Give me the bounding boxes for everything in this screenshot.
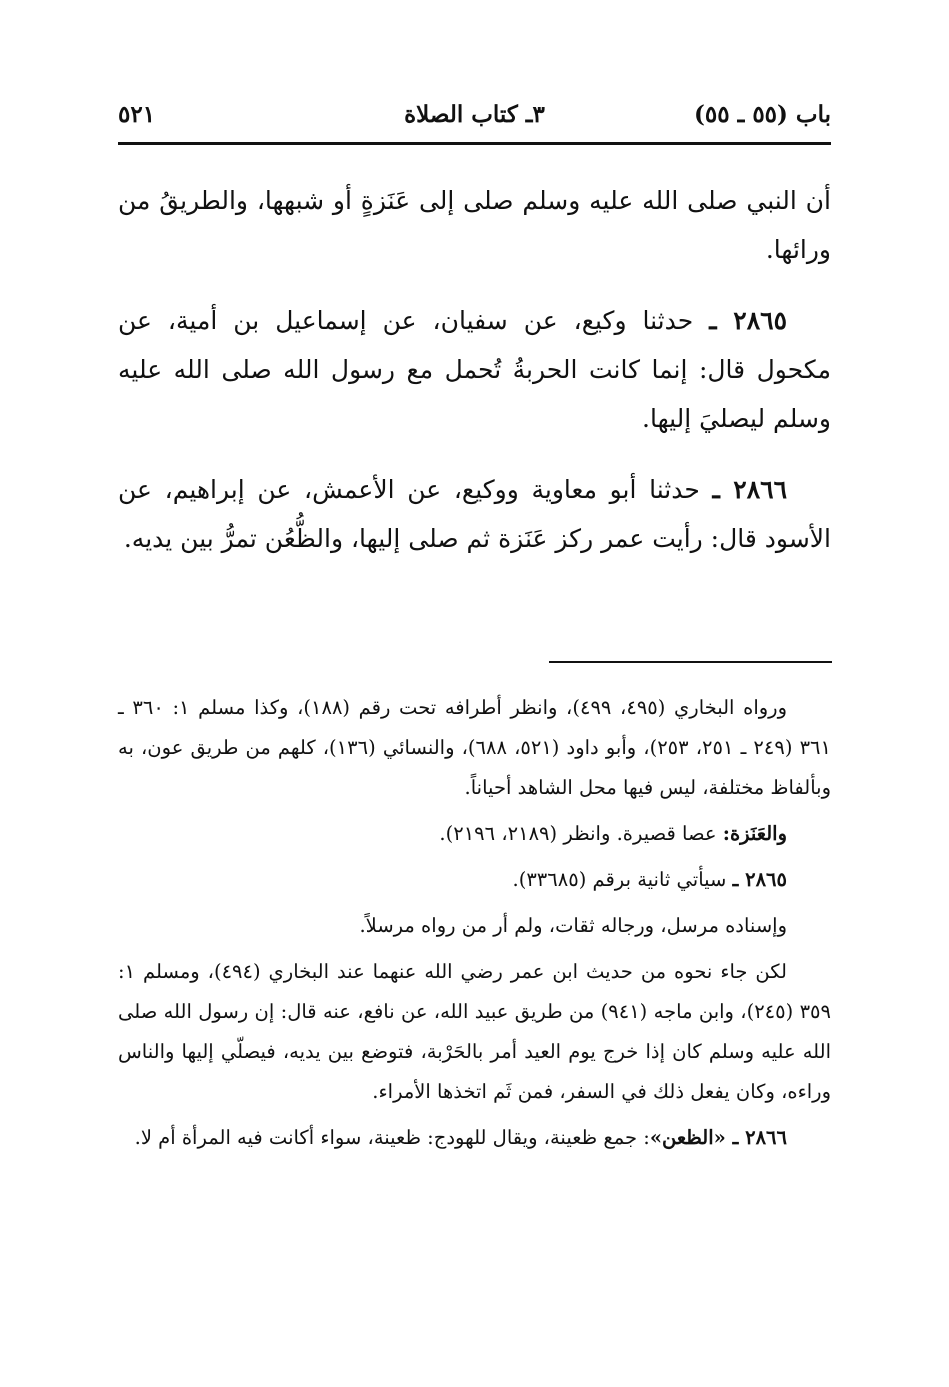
footnote-separator — [549, 661, 832, 663]
footnote — [118, 952, 831, 1112]
hadith-text: حدثنا أبو معاوية ووكيع، عن الأعمش، عن إبراهيم، عن الأسود قال: رأيت عمر ركز عَنَزة ثم صلى إليها، والظُّعُن تمرُّ بين يديه. — [118, 475, 831, 553]
hadith-number: ٢٨٦٥ ـ — [709, 306, 787, 335]
hadith-text: حدثنا وكيع، عن سفيان، عن إسماعيل بن أمية، عن مكحول قال: إنما كانت الحربةُ تُحمل مع رسول الله صلى الله عليه وسلم ليصليَ إليها. — [118, 306, 831, 433]
footnote-text: عصا قصيرة. وانظر (٢١٨٩، ٢١٩٦). — [439, 822, 723, 845]
main-text — [118, 176, 831, 563]
footnote-label: والعَنَزة: — [722, 822, 787, 845]
hadith-text: أن النبي صلى الله عليه وسلم صلى إلى عَنَزةٍ أو شبهها، والطريقُ من ورائها. — [118, 186, 831, 264]
footnote — [118, 906, 831, 946]
footnote-label: ٢٨٦٦ ـ «الظعن» — [649, 1126, 787, 1149]
footnote — [118, 860, 831, 900]
hadith-number: ٢٨٦٦ ـ — [712, 475, 787, 504]
footnote-label: ٢٨٦٥ ـ — [732, 868, 787, 891]
main-paragraph — [118, 296, 831, 443]
footnote-text: : جمع ظعينة، ويقال للهودج: ظعينة، سواء أكانت فيه المرأة أم لا. — [134, 1126, 650, 1149]
footnote — [118, 814, 831, 854]
running-header — [118, 100, 831, 140]
footnote — [118, 1118, 831, 1158]
page-number: ٥٢١ — [118, 101, 156, 128]
header-rule — [118, 142, 831, 145]
book-title: ٣ـ كتاب الصلاة — [404, 101, 545, 128]
main-paragraph — [118, 465, 831, 563]
main-paragraph — [118, 176, 831, 274]
footnote-text: وإسناده مرسل، ورجاله ثقات، ولم أر من رواه مرسلاً. — [359, 914, 787, 937]
footnote — [118, 688, 831, 808]
footnote-text: ورواه البخاري (٤٩٥، ٤٩٩)، وانظر أطرافه تحت رقم (١٨٨)، وكذا مسلم ١: ٣٦٠ ـ ٣٦١ (٢٤٩ ـ ٢٥١، ٢٥٣)، وأبو داود (٥٢١، ٦٨٨)، والنسائي (١٣٦)، كلهم من طريق عون، به وبألفاظ مختلفة، ليس فيها محل الشاهد أحياناً. — [118, 696, 831, 799]
footnote-text: لكن جاء نحوه من حديث ابن عمر رضي الله عنهما عند البخاري (٤٩٤)، ومسلم ١: ٣٥٩ (٢٤٥)، وابن ماجه (٩٤١) من طريق عبيد الله، عن نافع، عنه قال: إن رسول الله صلى الله عليه وسلم كان إذا خرج يوم العيد أمر بالحَرْبة، فتوضع بين يديه، فيصلّي إليها والناس وراءه، وكان يفعل ذلك في السفر، فمن ثَم اتخذها الأمراء. — [118, 960, 831, 1103]
chapter-range: باب (٥٥ ـ ٥٥) — [693, 101, 831, 128]
footnote-text: سيأتي ثانية برقم (٣٣٦٨٥). — [512, 868, 733, 891]
footnotes — [118, 688, 831, 1158]
